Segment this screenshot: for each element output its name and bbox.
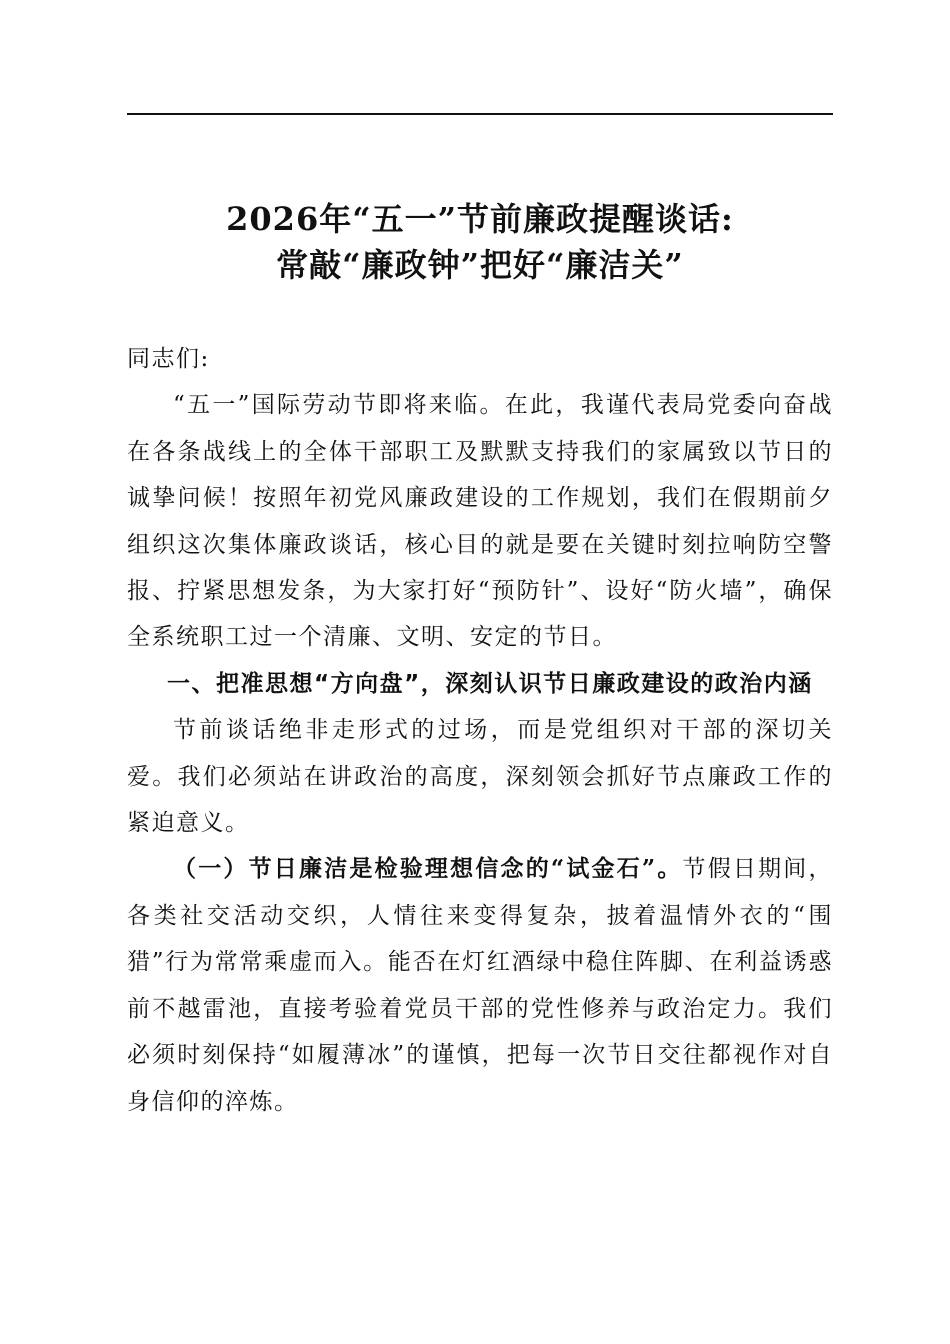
header-rule bbox=[127, 113, 833, 115]
section-heading-1: 一、把准思想“方向盘”，深刻认识节日廉政建设的政治内涵 bbox=[167, 670, 813, 697]
paragraph-2: 节前谈话绝非走形式的过场，而是党组织对干部的深切关爱。我们必须站在讲政治的高度，深刻领会抓好节点廉政工作的紧迫意义。 bbox=[127, 717, 833, 837]
document-body bbox=[127, 336, 833, 1125]
salutation: 同志们: bbox=[127, 346, 210, 372]
title-line-2: 常敲“廉政钟”把好“廉洁关” bbox=[276, 246, 684, 284]
title-line-1: 2026年“五一”节前廉政提醒谈话: bbox=[226, 200, 734, 238]
document-title bbox=[100, 196, 860, 288]
subheading-1-lead: （一）节日廉洁是检验理想信念的“试金石”。 bbox=[173, 855, 683, 883]
paragraph-intro: “五一”国际劳动节即将来临。在此，我谨代表局党委向奋战在各条战线上的全体干部职工及默默支持我们的家属致以节日的诚挚问候！按照年初党风廉政建设的工作规划，我们在假期前夕组织这次集体廉政谈话，核心目的就是要在关键时刻拉响防空警报、拧紧思想发条，为大家打好“预防针”、设好“防火墙”，确保全系统职工过一个清廉、文明、安定的节日。 bbox=[127, 392, 833, 651]
paragraph-3-body: 节假日期间，各类社交活动交织，人情往来变得复杂，披着温情外衣的“围猎”行为常常乘虚而入。能否在灯红酒绿中稳住阵脚、在利益诱惑前不越雷池，直接考验着党员干部的党性修养与政治定力。我们必须时刻保持“如履薄冰”的谨慎，把每一次节日交往都视作对自身信仰的淬炼。 bbox=[127, 856, 833, 1115]
paragraph-3 bbox=[127, 846, 833, 1124]
